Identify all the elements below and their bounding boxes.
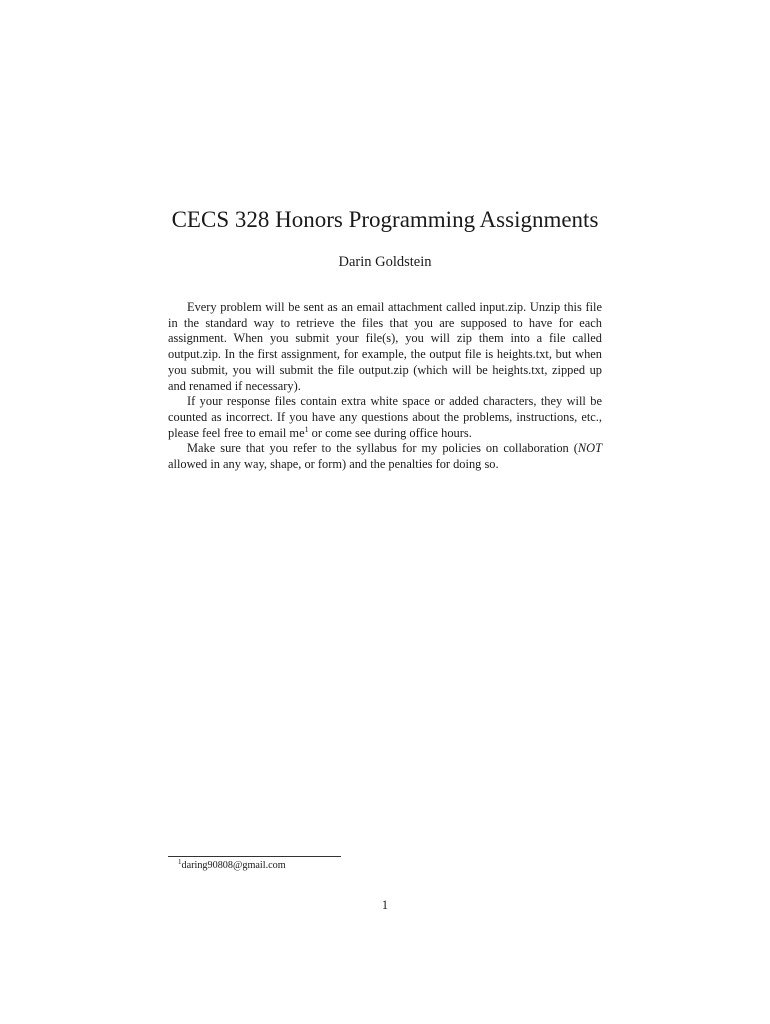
document-author: Darin Goldstein xyxy=(338,254,432,270)
page-number: 1 xyxy=(381,898,389,912)
paragraph-submission-instructions: Every problem will be sent as an email attachment called input.zip. Unzip this file in the standard way to retrieve the files that you are supposed to have for each assignment. When you submit your file(s), you will zip them into a file called output.zip. In the first assignment, for example, the output file is heights.txt, but when you submit, you will submit the file output.zip (which will be heights.txt, zipped up and renamed if necessary). xyxy=(168,300,602,393)
paragraph-response-format-tail: or come see during office hours. xyxy=(308,425,472,440)
footnote xyxy=(178,859,286,873)
paragraph-collaboration-policy xyxy=(168,441,602,472)
paragraph-response-format xyxy=(168,394,602,441)
emphasis-not: NOT xyxy=(577,441,602,456)
footnote-email-link[interactable]: daring90808@gmail.com xyxy=(181,860,286,871)
footnote-reference: 1 xyxy=(304,424,309,434)
paragraph-collaboration-tail: allowed in any way, shape, or form) and the penalties for doing so. xyxy=(168,457,499,472)
footnote-mark: 1 xyxy=(178,858,182,866)
document-title: CECS 328 Honors Programming Assignments xyxy=(171,207,599,232)
footnote-divider xyxy=(168,856,341,857)
document-body xyxy=(168,300,602,473)
paragraph-response-format-text: If your response files contain extra white space or added characters, they will be counted as incorrect. If you have any questions about the problems, instructions, etc., please feel free to email me xyxy=(168,394,602,440)
paragraph-collaboration-text: Make sure that you refer to the syllabus for my policies on collaboration ( xyxy=(187,441,578,456)
